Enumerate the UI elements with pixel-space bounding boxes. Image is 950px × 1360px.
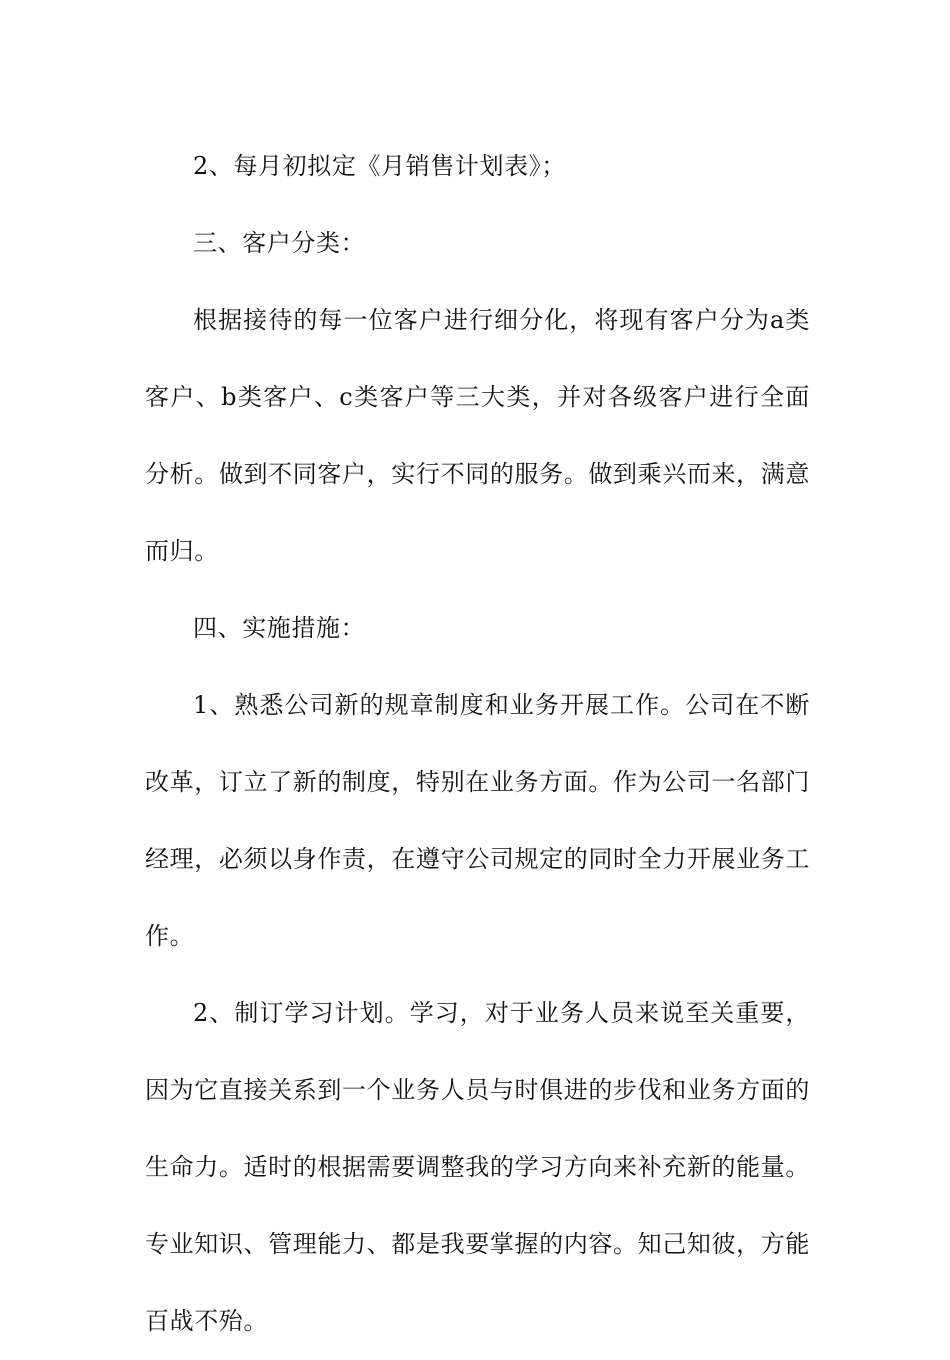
paragraph-monthly-plan: 2、每月初拟定《月销售计划表》； (193, 152, 566, 180)
paragraph-customer-classification: 根据接待的每一位客户进行细分化，将现有客户分为a类客户、b类客户、c类客户等三大类，并对各级客户进行全面分析。做到不同客户，实行不同的服务。做到乘兴而来，满意而归。 (145, 306, 810, 565)
heading-customer-classification: 三、客户分类： (193, 229, 366, 257)
paragraph-measure-2: 2、制订学习计划。学习，对于业务人员来说至关重要，因为它直接关系到一个业务人员与时俱进的步伐和业务方面的生命力。适时的根据需要调整我的学习方向来补充新的能量。专业知识、管理能力、都是我要掌握的内容。知己知彼，方能百战不殆。 (145, 999, 810, 1335)
paragraph-measure-1: 1、熟悉公司新的规章制度和业务开展工作。公司在不断改革，订立了新的制度，特别在业务方面。作为公司一名部门经理，必须以身作责，在遵守公司规定的同时全力开展业务工作。 (145, 691, 810, 950)
heading-implementation-measures: 四、实施措施： (193, 614, 366, 642)
document-body (145, 128, 810, 1360)
